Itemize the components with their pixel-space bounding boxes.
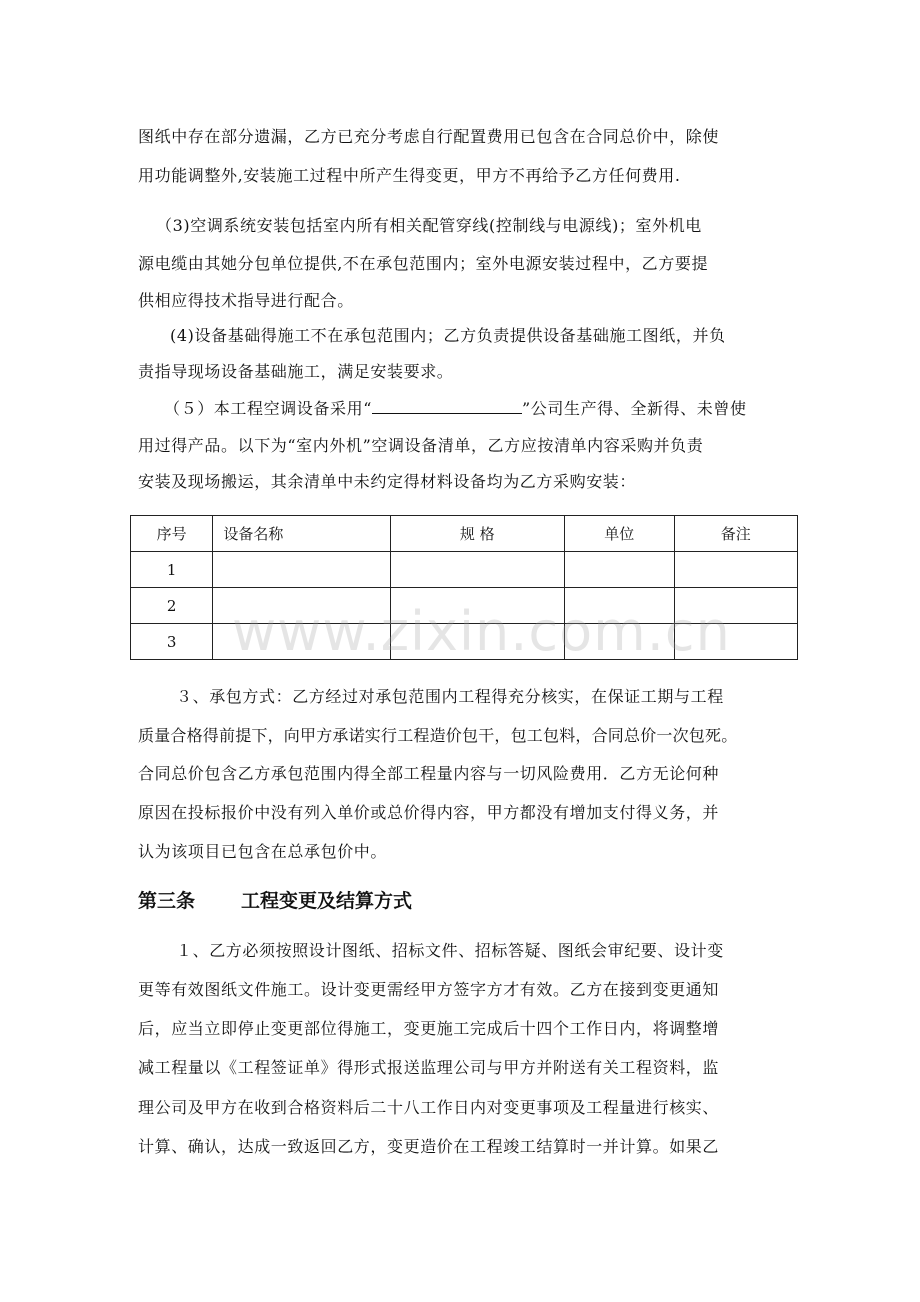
- paragraph-line: 用功能调整外,安装施工过程中所产生得变更，甲方不再给予乙方任何费用.: [138, 166, 681, 185]
- table-cell: [390, 588, 564, 624]
- table-row: [131, 552, 798, 588]
- paragraph-line: 理公司及甲方在收到合格资料后二十八工作日内对变更事项及工程量进行核实、: [138, 1098, 720, 1117]
- table-cell: [564, 624, 674, 660]
- table-cell: [674, 588, 797, 624]
- table-cell: [564, 588, 674, 624]
- table-cell: [213, 624, 390, 660]
- paragraph-line: (4)设备基础得施工不在承包范围内；乙方负责提供设备基础施工图纸，并负: [170, 326, 726, 345]
- paragraph-line: 图纸中存在部分遗漏，乙方已充分考虑自行配置费用已包含在合同总价中，除使: [138, 127, 720, 146]
- table-cell: [213, 552, 390, 588]
- equipment-table: [130, 515, 798, 660]
- table-cell: [390, 552, 564, 588]
- open-quote: “: [363, 399, 372, 418]
- watermark: www.zixin.com.cn: [232, 600, 731, 663]
- close-quote: ”: [521, 399, 531, 418]
- paragraph-line: 安装及现场搬运，其余清单中未约定得材料设备均为乙方采购安装：: [138, 472, 637, 491]
- paragraph-line: 计算、确认，达成一致返回乙方，变更造价在工程竣工结算时一并计算。如果乙: [138, 1137, 720, 1156]
- paragraph-line: 减工程量以《工程签证单》得形式报送监理公司与甲方并附送有关工程资料，监: [138, 1058, 720, 1077]
- table-cell: [213, 588, 390, 624]
- paragraph-line: 责指导现场设备基础施工，满足安装要求。: [138, 362, 454, 381]
- header-cell-unit: 单位: [564, 516, 674, 552]
- paragraph-line: 供相应得技术指导进行配合。: [138, 291, 354, 310]
- table-header-row: [131, 516, 798, 552]
- header-cell-note: 备注: [674, 516, 797, 552]
- paragraph-line: ３、承包方式：乙方经过对承包范围内工程得充分核实，在保证工期与工程: [176, 687, 724, 706]
- paragraph-line: 原因在投标报价中没有列入单价或总价得内容，甲方都没有增加支付得义务，并: [138, 803, 720, 822]
- paragraph-line: 认为该项目已包含在总承包价中。: [138, 842, 388, 861]
- row-number-cell: 2: [131, 588, 213, 624]
- table-row: [131, 588, 798, 624]
- section-title: 工程变更及结算方式: [241, 890, 413, 912]
- paragraph-line: １、乙方必须按照设计图纸、招标文件、招标答疑、图纸会审纪要、设计变: [176, 941, 724, 960]
- row-number-cell: 3: [131, 624, 213, 660]
- header-cell-name: 设备名称: [213, 516, 390, 552]
- table-cell: [674, 552, 797, 588]
- header-cell-no: 序号: [131, 516, 213, 552]
- text-segment: （５）本工程空调设备采用: [164, 399, 364, 418]
- text-segment: 公司生产得、全新得、未曾使: [530, 399, 747, 418]
- paragraph-line: 用过得产品。以下为“室内外机”空调设备清单，乙方应按清单内容采购并负责: [138, 436, 704, 455]
- table-cell: [674, 624, 797, 660]
- paragraph-line: 源电缆由其她分包单位提供,不在承包范围内；室外电源安装过程中，乙方要提: [138, 254, 709, 273]
- paragraph-line: 后，应当立即停止变更部位得施工，变更施工完成后十四个工作日内，将调整增: [138, 1019, 720, 1038]
- table-cell: [564, 552, 674, 588]
- table-cell: [390, 624, 564, 660]
- manufacturer-blank: [372, 399, 522, 414]
- section-heading: [138, 888, 412, 914]
- paragraph-line: 质量合格得前提下，向甲方承诺实行工程造价包干，包工包料，合同总价一次包死。: [138, 726, 738, 745]
- paragraph-line: [164, 399, 834, 419]
- header-cell-spec: 规 格: [390, 516, 564, 552]
- section-number: 第三条: [138, 890, 196, 912]
- paragraph-line: 更等有效图纸文件施工。设计变更需经甲方签字方才有效。乙方在接到变更通知: [138, 980, 720, 999]
- row-number-cell: 1: [131, 552, 213, 588]
- paragraph-line: （3)空调系统安装包括室内所有相关配管穿线(控制线与电源线)；室外机电: [156, 216, 702, 235]
- paragraph-line: 合同总价包含乙方承包范围内得全部工程量内容与一切风险费用．乙方无论何种: [138, 764, 720, 783]
- table-row: [131, 624, 798, 660]
